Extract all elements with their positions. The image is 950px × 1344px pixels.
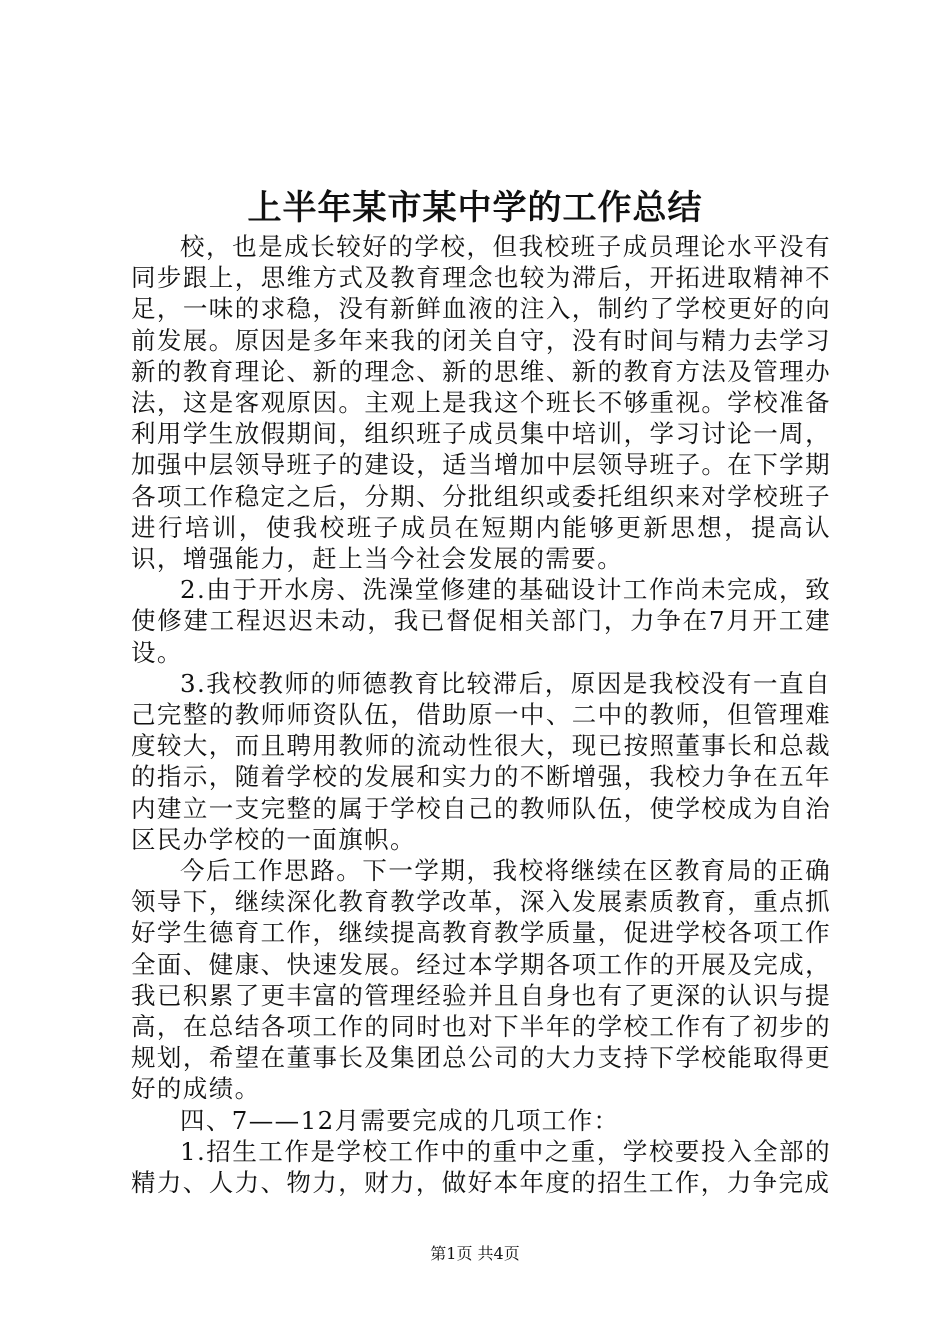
document-body — [131, 231, 831, 1198]
paragraph-leadership-training: 校，也是成长较好的学校，但我校班子成员理论水平没有同步跟上，思维方式及教育理念也较为滞后，开拓进取精神不足，一味的求稳，没有新鲜血液的注入，制约了学校更好的向前发展。原因是多年来我的闭关自守，没有时间与精力去学习新的教育理论、新的理念、新的思维、新的教育方法及管理办法，这是客观原因。主观上是我这个班长不够重视。学校准备利用学生放假期间，组织班子成员集中培训，学习讨论一周，加强中层领导班子的建设，适当增加中层领导班子。在下学期各项工作稳定之后，分期、分批组织或委托组织来对学校班子进行培训，使我校班子成员在短期内能够更新思想，提高认识，增强能力，赶上当今社会发展的需要。 — [131, 232, 831, 574]
paragraph-item-1-enrollment: 1.招生工作是学校工作中的重中之重，学校要投入全部的精力、人力、物力，财力，做好本年度的招生工作，力争完成 — [131, 1136, 831, 1198]
section-heading-four: 四、7——12月需要完成的几项工作： — [180, 1105, 620, 1135]
paragraph-future-plans: 今后工作思路。下一学期，我校将继续在区教育局的正确领导下，继续深化教育教学改革，深入发展素质教育，重点抓好学生德育工作，继续提高教育教学质量，促进学校各项工作全面、健康、快速发展。经过本学期各项工作的开展及完成，我已积累了更丰富的管理经验并且自身也有了更深的认识与提高，在总结各项工作的同时也对下半年的学校工作有了初步的规划，希望在董事长及集团总公司的大力支持下学校能取得更好的成绩。 — [131, 856, 831, 1104]
paragraph-item-3-teachers: 3.我校教师的师德教育比较滞后，原因是我校没有一直自己完整的教师师资队伍，借助原一中、二中的教师，但管理难度较大，而且聘用教师的流动性很大，现已按照董事长和总裁的指示，随着学校的发展和实力的不断增强，我校力争在五年内建立一支完整的属于学校自己的教师队伍，使学校成为自治区民办学校的一面旗帜。 — [131, 668, 831, 854]
paragraph-item-2-construction: 2.由于开水房、洗澡堂修建的基础设计工作尚未完成，致使修建工程迟迟未动，我已督促相关部门，力争在7月开工建设。 — [131, 575, 831, 667]
page-number-footer: 第1页 共4页 — [430, 1244, 520, 1263]
document-title: 上半年某市某中学的工作总结 — [247, 188, 703, 228]
